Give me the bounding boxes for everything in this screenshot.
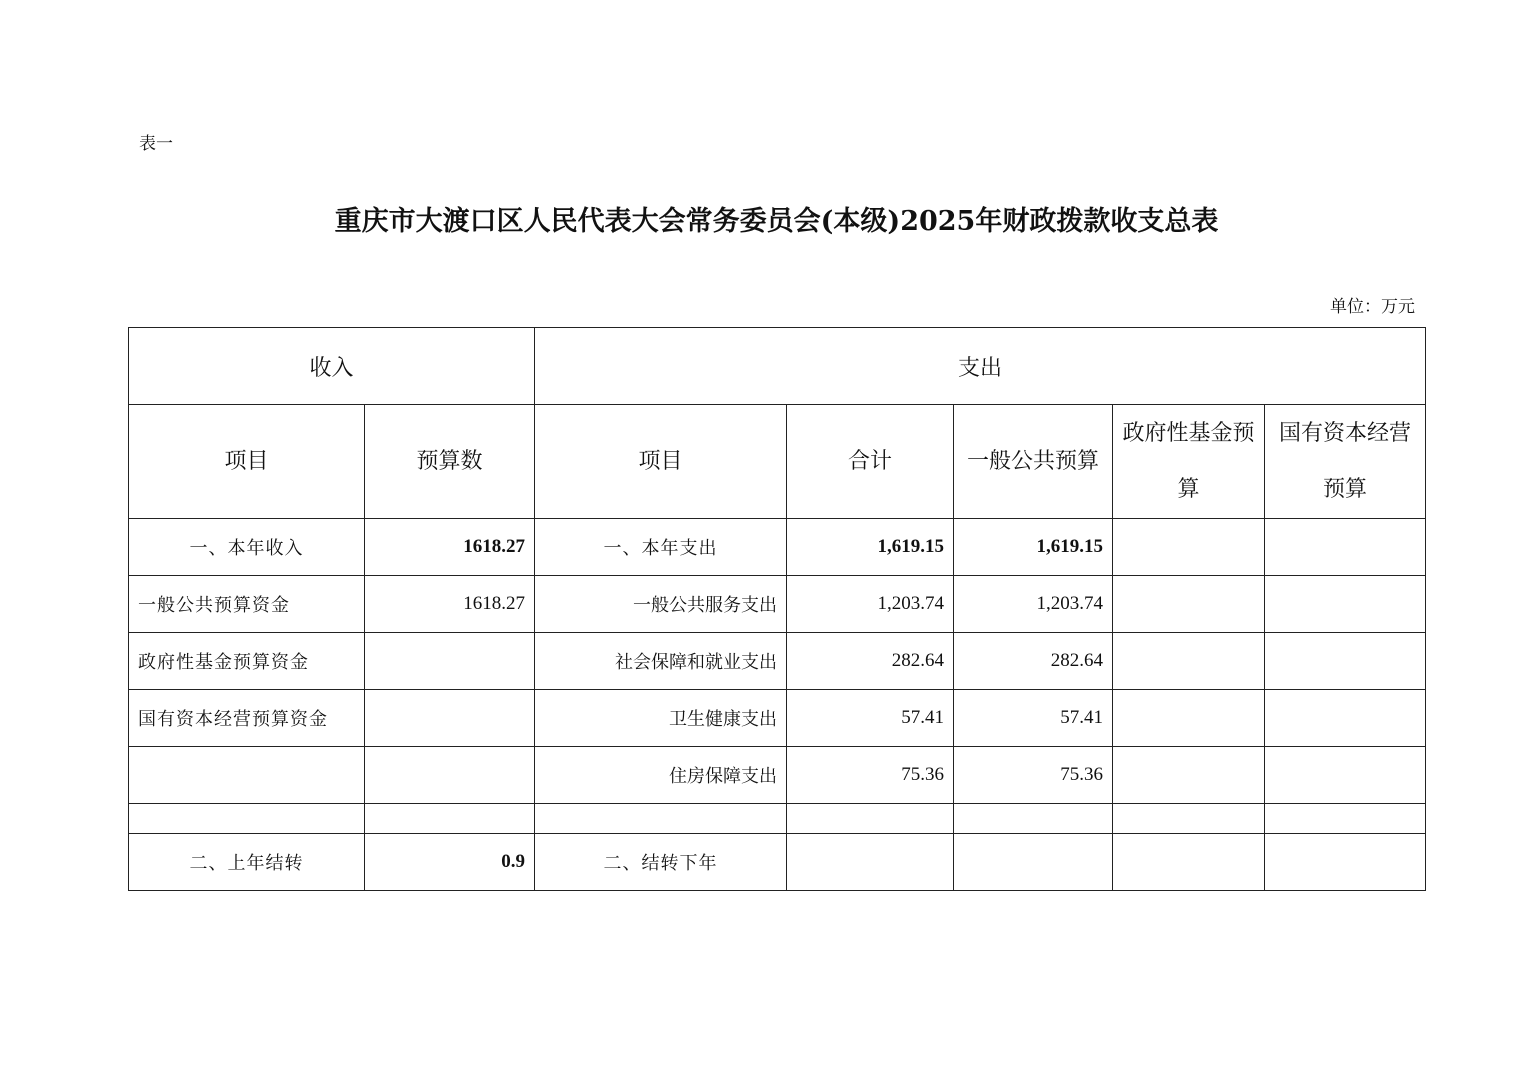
total-header: 合计 [787,405,954,519]
income-budget-cell [365,633,535,690]
expense-item-cell: 住房保障支出 [535,747,787,804]
state-capital-cell [1265,834,1426,891]
total-cell: 1,203.74 [787,576,954,633]
income-item-header: 项目 [129,405,365,519]
income-item-cell [129,747,365,804]
gov-fund-cell [1113,834,1265,891]
gov-fund-cell [1113,804,1265,834]
income-budget-cell [365,690,535,747]
gov-fund-cell [1113,747,1265,804]
group-header-row [129,328,1426,405]
table-row [129,633,1426,690]
total-cell [787,834,954,891]
state-capital-cell [1265,747,1426,804]
income-budget-cell: 0.9 [365,834,535,891]
table-row [129,519,1426,576]
gov-fund-cell [1113,690,1265,747]
state-capital-cell [1265,690,1426,747]
document-title: 重庆市大渡口区人民代表大会常务委员会(本级)2025年财政拨款收支总表 [334,206,1219,237]
expense-item-header: 项目 [535,405,787,519]
general-public-cell: 57.41 [954,690,1113,747]
expense-item-cell: 一、本年支出 [535,519,787,576]
unit-label: 单位：万元 [1330,297,1415,317]
general-public-cell [954,834,1113,891]
table-row [129,576,1426,633]
table-label: 表一 [139,134,173,154]
general-public-cell: 75.36 [954,747,1113,804]
gov-fund-cell [1113,633,1265,690]
column-header-row [129,405,1426,519]
gov-fund-cell [1113,576,1265,633]
expense-item-cell: 一般公共服务支出 [535,576,787,633]
total-cell: 282.64 [787,633,954,690]
state-capital-cell [1265,519,1426,576]
expense-item-cell: 二、结转下年 [535,834,787,891]
expense-group-header: 支出 [535,328,1426,405]
income-budget-cell: 1618.27 [365,576,535,633]
general-public-cell: 282.64 [954,633,1113,690]
income-budget-cell: 1618.27 [365,519,535,576]
total-cell: 57.41 [787,690,954,747]
income-budget-header: 预算数 [365,405,535,519]
general-public-cell: 1,203.74 [954,576,1113,633]
state-capital-cell [1265,633,1426,690]
table-row [129,690,1426,747]
income-item-cell: 政府性基金预算资金 [129,633,365,690]
budget-table [128,327,1426,891]
total-cell: 1,619.15 [787,519,954,576]
expense-item-cell: 社会保障和就业支出 [535,633,787,690]
table-row [129,834,1426,891]
general-public-cell [954,804,1113,834]
income-item-cell: 二、上年结转 [129,834,365,891]
general-public-budget-header: 一般公共预算 [954,405,1113,519]
table-row [129,804,1426,834]
expense-item-cell: 卫生健康支出 [535,690,787,747]
income-budget-cell [365,804,535,834]
income-item-cell: 一、本年收入 [129,519,365,576]
total-cell: 75.36 [787,747,954,804]
income-item-cell: 国有资本经营预算资金 [129,690,365,747]
income-item-cell [129,804,365,834]
income-group-header: 收入 [129,328,535,405]
total-cell [787,804,954,834]
state-capital-cell [1265,576,1426,633]
state-capital-budget-header: 国有资本经营预算 [1265,405,1426,519]
state-capital-cell [1265,804,1426,834]
general-public-cell: 1,619.15 [954,519,1113,576]
expense-item-cell [535,804,787,834]
income-budget-cell [365,747,535,804]
gov-fund-cell [1113,519,1265,576]
income-item-cell: 一般公共预算资金 [129,576,365,633]
table-row [129,747,1426,804]
gov-fund-budget-header: 政府性基金预算 [1113,405,1265,519]
